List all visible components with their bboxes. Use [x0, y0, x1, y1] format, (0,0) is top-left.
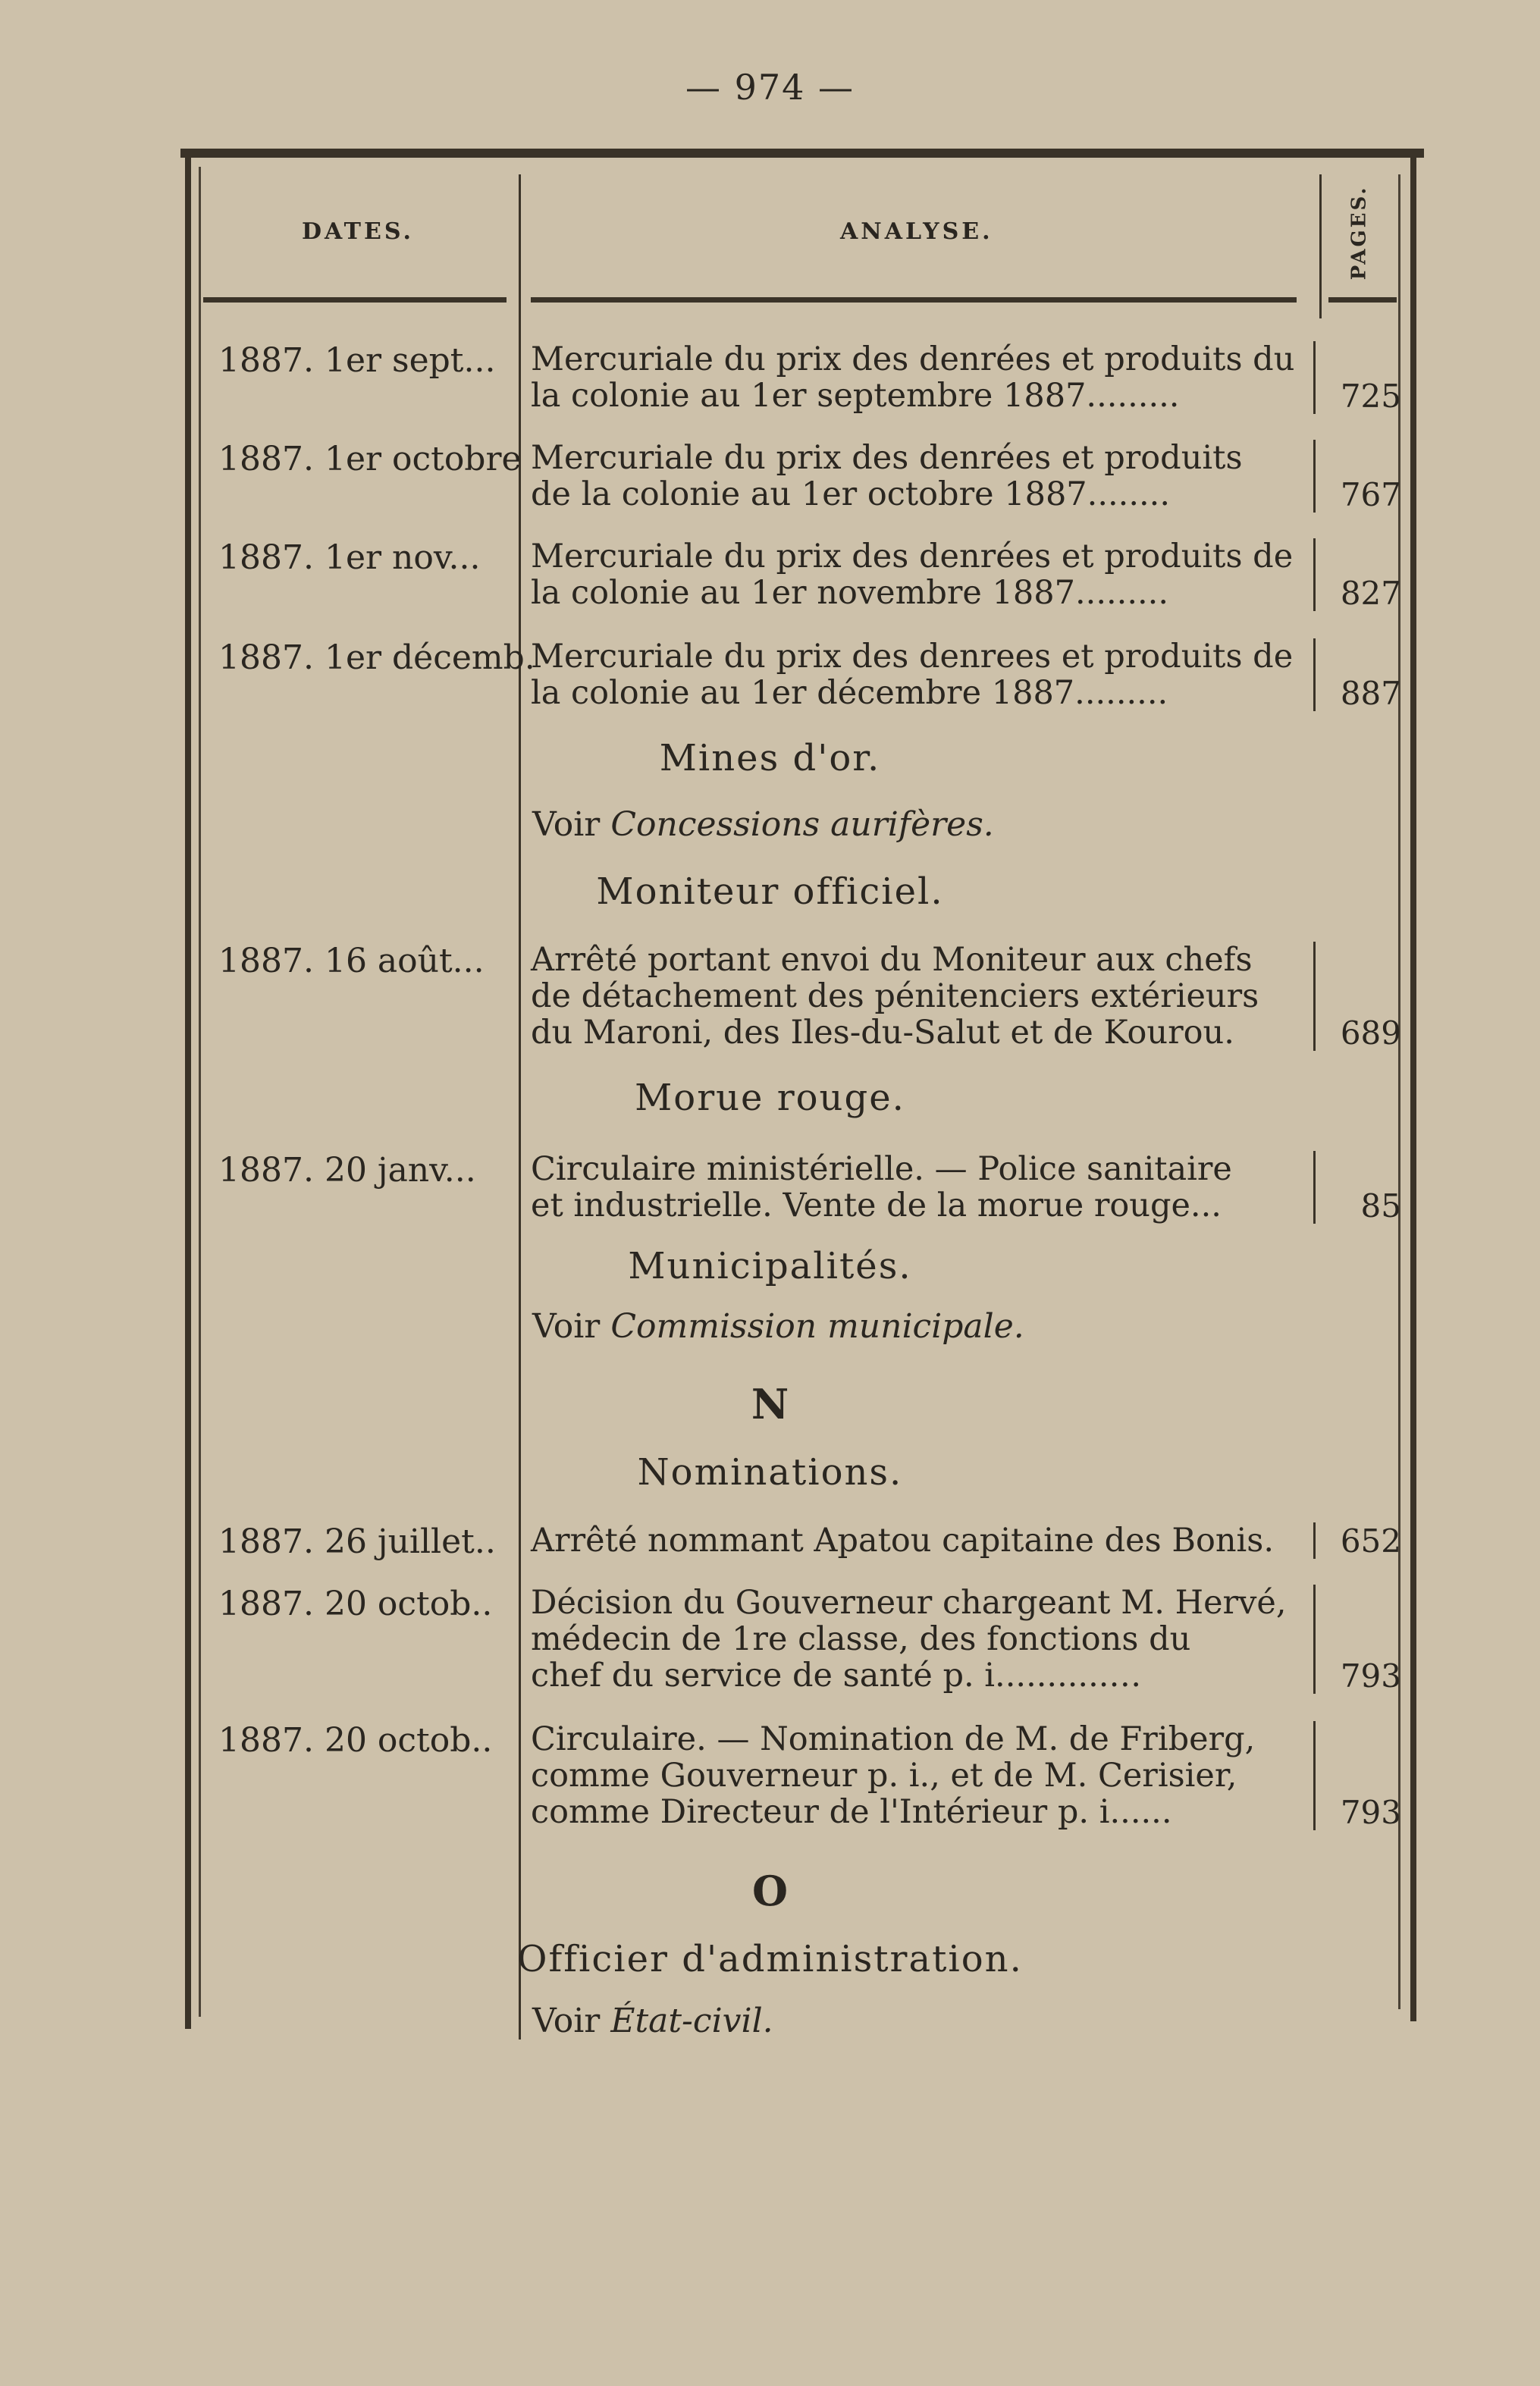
section-title-officier: Officier d'administration. — [517, 1938, 1023, 1980]
section-title-moniteur: Moniteur officiel. — [596, 870, 944, 913]
entry-page: 887 — [1340, 675, 1401, 712]
see-prefix: Voir — [532, 1307, 601, 1346]
entry-line: la colonie au 1er septembre 1887......... — [531, 377, 1180, 415]
page-ref-rule — [1313, 942, 1316, 1051]
entry-page: 725 — [1340, 378, 1401, 415]
entry-line: Arrêté nommant Apatou capitaine des Bonis. — [531, 1522, 1275, 1560]
entry-line: Mercuriale du prix des denrées et produits — [531, 439, 1243, 477]
entry-line: Mercuriale du prix des denrees et produits de — [531, 638, 1294, 676]
entry-page: 793 — [1340, 1657, 1401, 1695]
entry-date: 1887. 20 octob.. — [218, 1721, 493, 1760]
entry-page: 652 — [1340, 1522, 1401, 1560]
entry-page: 767 — [1340, 476, 1401, 513]
table-top-rule — [180, 149, 1424, 158]
entry-page: 827 — [1340, 575, 1401, 612]
entry-date: 1887. 1er nov... — [218, 538, 481, 577]
entry-analysis — [531, 341, 1312, 414]
pages-header-label: PAGES. — [1347, 185, 1371, 281]
dates-header-rule — [203, 297, 507, 303]
entry-date: 1887. 20 octob.. — [218, 1585, 493, 1623]
entry-line: comme Directeur de l'Intérieur p. i...... — [531, 1793, 1172, 1831]
section-title-nominations: Nominations. — [637, 1451, 903, 1494]
entry-date: 1887. 1er octobre — [218, 440, 522, 478]
entry-analysis — [531, 942, 1312, 1051]
analyse-header-rule — [531, 297, 1297, 303]
entry-line: Arrêté portant envoi du Moniteur aux chefs — [531, 941, 1253, 979]
page-ref-rule — [1313, 440, 1316, 513]
entry-date: 1887. 1er sept... — [218, 341, 496, 380]
pages-header-rule — [1328, 297, 1397, 303]
page-ref-rule — [1313, 1522, 1316, 1559]
page-ref-rule — [1313, 1585, 1316, 1694]
entry-line: médecin de 1re classe, des fonctions du — [531, 1620, 1191, 1658]
entry-line: Décision du Gouverneur chargeant M. Hervé, — [531, 1584, 1287, 1622]
entry-page: 85 — [1360, 1187, 1401, 1224]
entry-line: du Maroni, des Iles-du-Salut et de Kourou. — [531, 1014, 1234, 1052]
entry-line: chef du service de santé p. i...........… — [531, 1657, 1142, 1695]
page-number: — 974 — — [685, 67, 855, 108]
see-reference: État-civil. — [610, 2002, 773, 2040]
entry-line: Mercuriale du prix des denrées et produits de — [531, 538, 1294, 575]
page-ref-rule — [1313, 1721, 1316, 1830]
entry-analysis — [531, 1522, 1312, 1559]
entry-line: de détachement des pénitenciers extérieurs — [531, 977, 1259, 1015]
page-ref-rule — [1313, 1151, 1316, 1224]
letter-heading-o: O — [751, 1867, 789, 1915]
page-ref-rule — [1313, 638, 1316, 711]
see-also-mines — [532, 805, 994, 844]
see-prefix: Voir — [532, 2002, 601, 2040]
analyse-column-header: ANALYSE. — [840, 218, 993, 245]
entry-page: 793 — [1340, 1794, 1401, 1831]
pages-column-rule — [1319, 174, 1322, 318]
entry-date: 1887. 20 janv... — [218, 1151, 476, 1190]
see-prefix: Voir — [532, 805, 601, 844]
entry-analysis — [531, 1585, 1312, 1694]
see-reference: Commission municipale. — [610, 1307, 1024, 1346]
see-also-officier — [532, 2002, 773, 2040]
section-title-morue: Morue rouge. — [635, 1077, 905, 1119]
entry-line: et industrielle. Vente de la morue rouge... — [531, 1187, 1222, 1224]
entry-page: 689 — [1340, 1014, 1401, 1052]
see-also-municipalites — [532, 1307, 1024, 1346]
entry-analysis — [531, 440, 1312, 513]
letter-heading-n: N — [751, 1380, 789, 1428]
pages-column-header — [1328, 176, 1389, 290]
see-reference: Concessions aurifères. — [610, 805, 994, 844]
entry-analysis — [531, 638, 1312, 711]
page-ref-rule — [1313, 538, 1316, 611]
entry-date: 1887. 26 juillet.. — [218, 1522, 496, 1561]
entry-line: Mercuriale du prix des denrées et produits du — [531, 340, 1295, 378]
entry-date: 1887. 1er décemb. — [218, 638, 535, 677]
entry-analysis — [531, 538, 1312, 611]
dates-column-header: DATES. — [302, 218, 414, 245]
entry-line: la colonie au 1er décembre 1887......... — [531, 674, 1168, 712]
entry-analysis — [531, 1721, 1312, 1830]
entry-line: comme Gouverneur p. i., et de M. Cerisier, — [531, 1757, 1237, 1795]
entry-line: Circulaire. — Nomination de M. de Friberg, — [531, 1720, 1256, 1758]
section-title-municipalites: Municipalités. — [628, 1245, 912, 1287]
entry-line: Circulaire ministérielle. — Police sanitaire — [531, 1150, 1232, 1188]
entry-date: 1887. 16 août... — [218, 942, 485, 980]
entry-line: la colonie au 1er novembre 1887......... — [531, 574, 1168, 612]
page-ref-rule — [1313, 341, 1316, 414]
entry-analysis — [531, 1151, 1312, 1224]
entry-line: de la colonie au 1er octobre 1887........ — [531, 475, 1171, 513]
section-title-mines: Mines d'or. — [659, 737, 881, 779]
